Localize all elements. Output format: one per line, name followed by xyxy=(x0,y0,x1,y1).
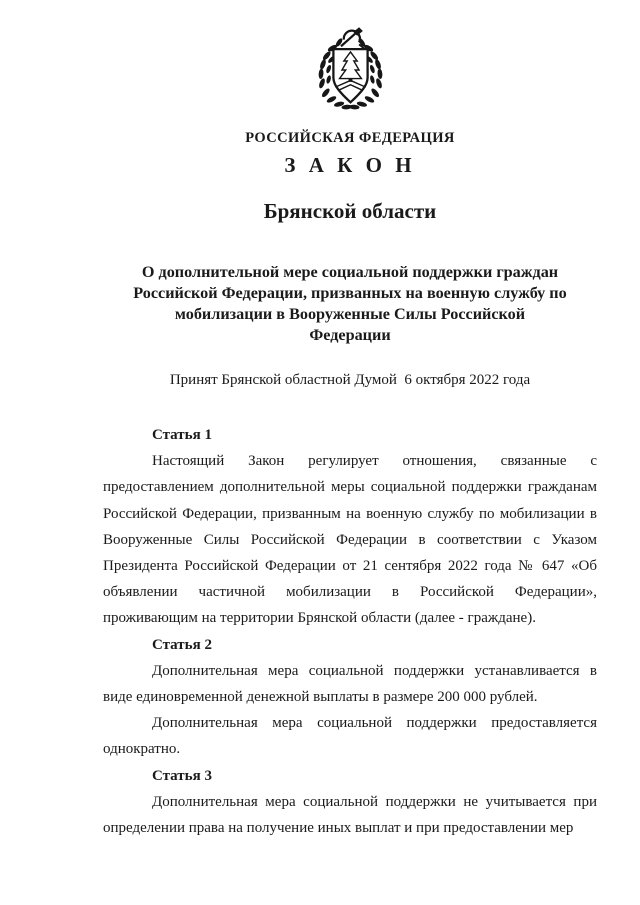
emblem-container xyxy=(103,26,597,119)
article-3-heading: Статья 3 xyxy=(152,767,212,784)
articles-section xyxy=(103,422,597,841)
article-1-paragraph-1: Настоящий Закон регулирует отношения, связанные с предоставлением дополнительной меры социальной поддержки гражданам Российской Федерации, призванным на военную службу по мобилизации в Вооруженные Силы Российской Федерации в соответствии с Указом Президента Российской Федерации от 21 сентября 2022 года № 647 «Об объявлении частичной мобилизации в Российской Федерации», проживающим на территории Брянской области (далее - граждане). xyxy=(103,453,597,627)
document-type-heading: З А К О Н xyxy=(284,153,416,177)
article-2-heading: Статья 2 xyxy=(152,636,212,653)
document-title-line: О дополнительной мере социальной поддержки граждан xyxy=(141,263,559,281)
article-2-paragraph-1: Дополнительная мера социальной поддержки устанавливается в виде единовременной денежной выплаты в размере 200 000 рублей. xyxy=(103,662,597,706)
adoption-statement: Принят Брянской областной Думой 6 октября 2022 года xyxy=(169,372,531,388)
article-1 xyxy=(103,422,597,632)
document-title-line: мобилизации в Вооруженные Силы Российской xyxy=(174,305,526,323)
article-3 xyxy=(103,763,597,842)
article-2-paragraph-2: Дополнительная мера социальной поддержки предоставляется однократно. xyxy=(103,715,597,758)
article-1-heading: Статья 1 xyxy=(152,427,212,443)
region-name: Брянской области xyxy=(263,199,437,223)
article-2 xyxy=(103,632,597,763)
shield-icon xyxy=(333,49,367,102)
bryansk-coat-of-arms-icon xyxy=(303,26,398,114)
document-content xyxy=(103,26,597,841)
country-name: РОССИЙСКАЯ ФЕДЕРАЦИЯ xyxy=(245,130,455,146)
article-3-paragraph-1: Дополнительная мера социальной поддержки не учитывается при определении права на получение иных выплат и при предоставлении мер xyxy=(103,793,597,837)
document-title-line: Федерации xyxy=(309,326,391,344)
document-title xyxy=(115,262,585,346)
document-title-line: Российской Федерации, призванных на военную службу по xyxy=(133,284,567,302)
